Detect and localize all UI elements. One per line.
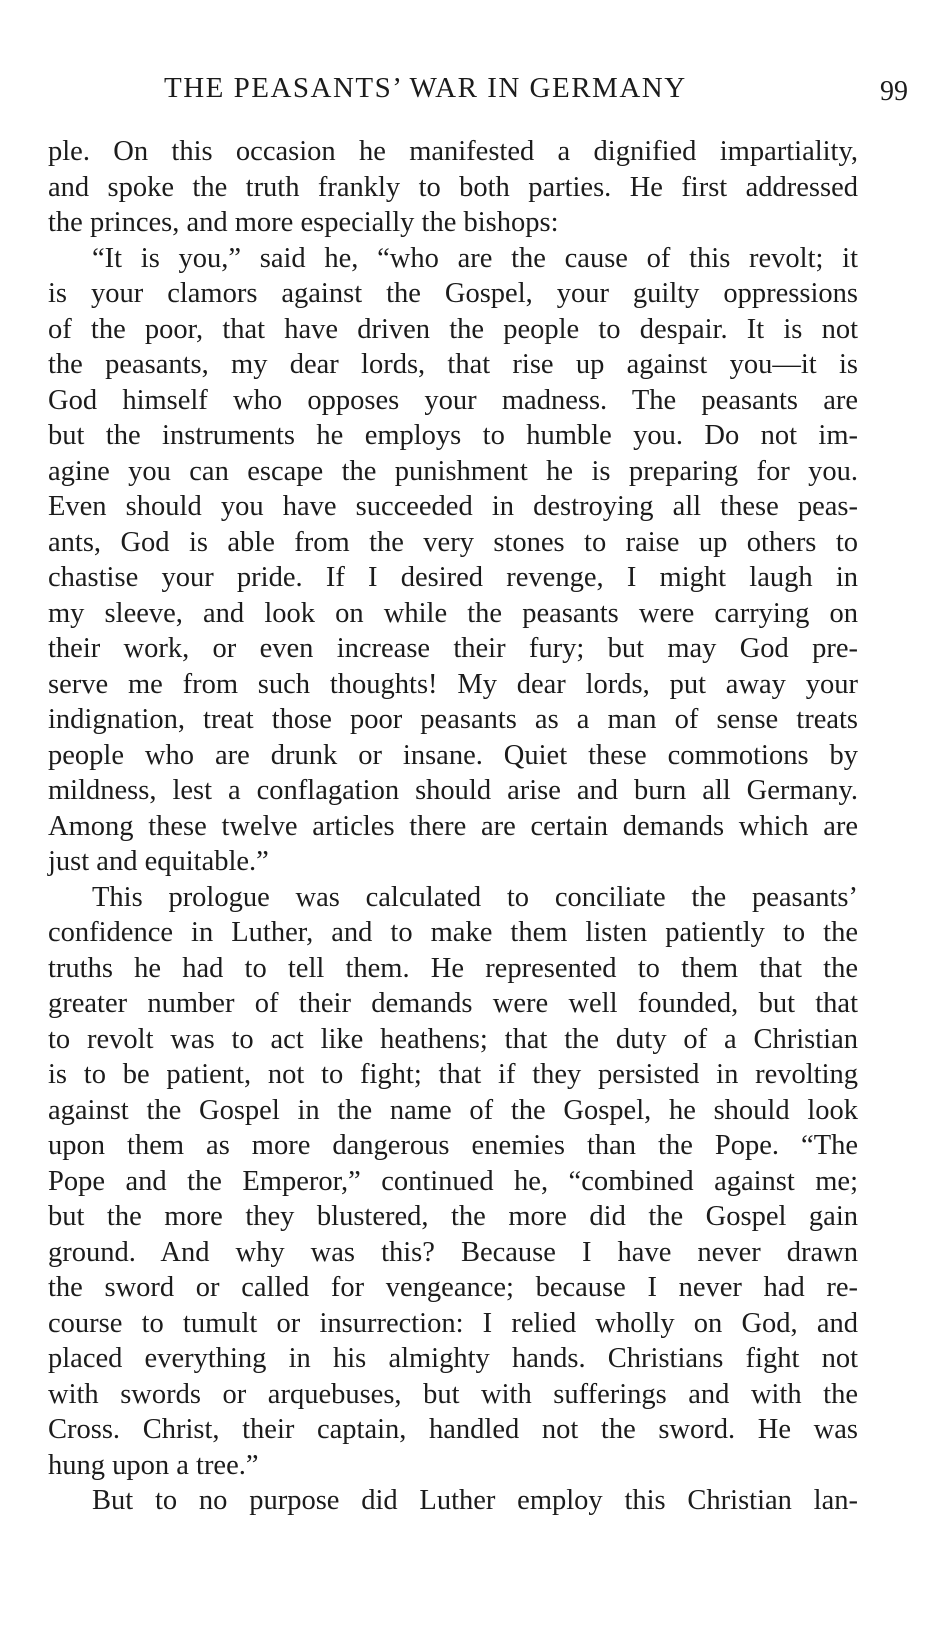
text-line: hung upon a tree.” [48,1449,259,1481]
text-line: Pope and the Emperor,” continued he, “combined against me; [48,1165,858,1197]
text-line: Even should you have succeeded in destroying all these peas- [48,491,858,522]
text-line: against the Gospel in the name of the Gospel, he should look [48,1094,858,1126]
text-line: is your clamors against the Gospel, your guilty oppressions [48,278,858,309]
text-line: upon them as more dangerous enemies than the Pope. “The [48,1130,858,1161]
running-title: THE PEASANTS’ WAR IN GERMANY [164,72,687,104]
text-line: serve me from such thoughts! My dear lords, put away your [48,668,858,700]
text-line: the princes, and more especially the bishops: [48,207,559,238]
text-line: people who are drunk or insane. Quiet these commotions by [48,739,858,771]
text-line: confidence in Luther, and to make them listen patiently to the [48,917,858,948]
text-line: placed everything in his almighty hands. Christians fight not [48,1343,858,1374]
body-text [48,134,858,1519]
text-line: course to tumult or insurrection: I relied wholly on God, and [48,1307,858,1339]
text-line: mildness, lest a conflagation should arise and burn all Germany. [48,775,858,806]
text-line: but the more they blustered, the more did the Gospel gain [48,1201,858,1232]
text-line: God himself who opposes your madness. The peasants are [48,384,858,416]
text-line: the sword or called for vengeance; because I never had re- [48,1272,858,1303]
text-line: Cross. Christ, their captain, handled not the sword. He was [48,1414,858,1445]
text-line: their work, or even increase their fury; but may God pre- [48,633,858,664]
text-line: “It is you,” said he, “who are the cause of this revolt; it [92,242,858,274]
text-line: but the instruments he employs to humble you. Do not im- [48,420,858,451]
page-number: 99 [880,76,908,107]
text-line: ants, God is able from the very stones to raise up others to [48,526,858,558]
text-line: indignation, treat those poor peasants as a man of sense treats [48,704,858,735]
text-line: of the poor, that have driven the people to despair. It is not [48,313,858,345]
text-line: Among these twelve articles there are certain demands which are [48,810,858,842]
text-line: agine you can escape the punishment he is preparing for you. [48,455,858,487]
text-line: ground. And why was this? Because I have never drawn [48,1236,858,1268]
text-line: to revolt was to act like heathens; that the duty of a Christian [48,1023,858,1055]
text-line: chastise your pride. If I desired revenge, I might laugh in [48,562,858,593]
text-line: is to be patient, not to fight; that if they persisted in revolting [48,1059,858,1090]
text-line: with swords or arquebuses, but with sufferings and with the [48,1378,858,1410]
text-line: greater number of their demands were well founded, but that [48,988,858,1019]
text-line: my sleeve, and look on while the peasants were carrying on [48,597,858,629]
running-head [48,72,908,112]
text-line: the peasants, my dear lords, that rise up against you—it is [48,349,858,380]
text-line: just and equitable.” [48,846,269,877]
text-line: But to no purpose did Luther employ this Christian lan- [92,1485,858,1516]
text-line: and spoke the truth frankly to both parties. He first addressed [48,171,858,203]
text-line: This prologue was calculated to conciliate the peasants’ [92,881,858,913]
text-line: ple. On this occasion he manifested a dignified impartiality, [48,136,858,167]
text-line: truths he had to tell them. He represented to them that the [48,952,858,984]
